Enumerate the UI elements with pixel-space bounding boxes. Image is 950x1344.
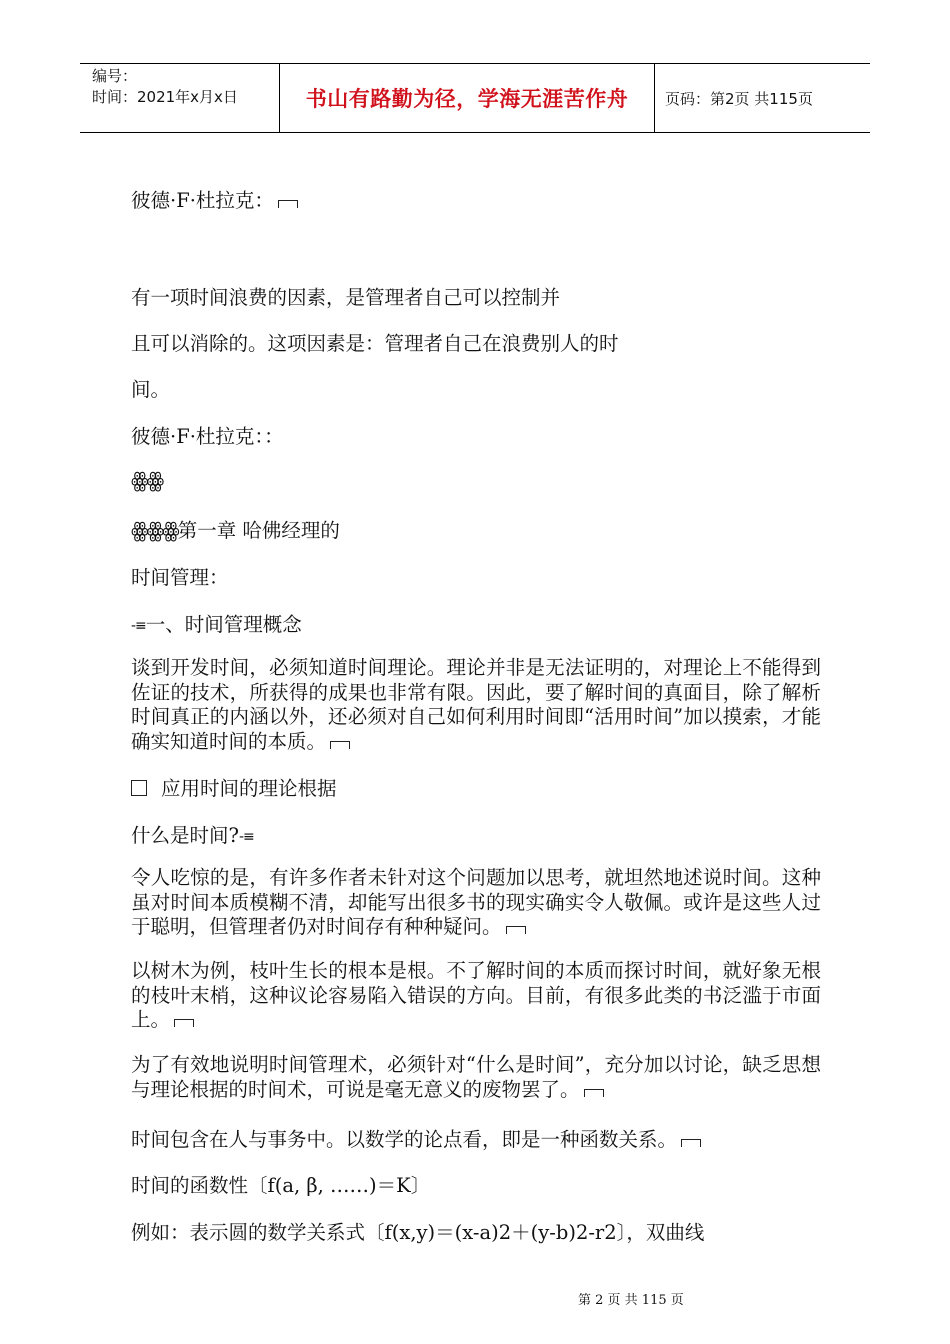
paragraph-5 xyxy=(131,1124,701,1152)
paragraph-mark-icon xyxy=(330,741,350,749)
ornament-icon: ꙮꙮ xyxy=(131,468,163,492)
chapter-title: 第一章 哈佛经理的 xyxy=(177,519,340,542)
paragraph-2 xyxy=(131,866,821,940)
ornament-icon: ꙮꙮꙮ xyxy=(131,518,178,542)
header-page-label: 页码：第2页 共115页 xyxy=(665,89,813,108)
paragraph-3-text: 以树木为例，枝叶生长的根本是根。不了解时间的本质而探讨时间，就好象无根的枝叶末梢，这种议论容易陷入错误的方向。目前，有很多此类的书泛滥于市面上。 xyxy=(131,959,821,1031)
paragraph-mark-icon xyxy=(584,1089,604,1097)
paragraph-6: 时间的函数性〔f(a, β, ……)＝K〕 xyxy=(131,1174,431,1197)
paragraph-2-text: 令人吃惊的是，有许多作者未针对这个问题加以思考，就坦然地述说时间。这种虽对时间本质模糊不清，却能写出很多书的现实确实令人敬佩。或许是这些人过于聪明，但管理者仍对时间存有种种疑问。 xyxy=(131,866,821,938)
header-page-cell xyxy=(655,64,870,132)
attribution-1 xyxy=(131,185,298,213)
attribution-2: 彼德·F·杜拉克：： xyxy=(131,425,284,448)
question-text: 什么是时间? xyxy=(131,824,239,847)
header-motto-cell xyxy=(280,64,655,132)
paragraph-1-text: 谈到开发时间，必须知道时间理论。理论并非是无法证明的，对理论上不能得到佐证的技术，所获得的成果也非常有限。因此，要了解时间的真面目，除了解析时间真正的内涵以外，还必须对自己如何利用时间即“活用时间”加以摸索，才能确实知道时间的本质。 xyxy=(131,656,821,753)
header-meta xyxy=(80,64,280,132)
chapter-heading xyxy=(131,515,340,543)
checkbox-icon xyxy=(131,780,147,796)
paragraph-3 xyxy=(131,959,821,1033)
paragraph-mark-icon xyxy=(506,926,526,934)
header-motto: 书山有路勤为径，学海无涯苦作舟 xyxy=(305,87,629,111)
paragraph-4-text: 为了有效地说明时间管理术，必须针对“什么是时间”，充分加以讨论，缺乏思想与理论根据的时间术，可说是毫无意义的废物罢了。 xyxy=(131,1053,821,1101)
section-mark-icon: -≡ xyxy=(131,618,146,634)
page-footer: 第 2 页 共 115 页 xyxy=(578,1293,684,1308)
time-label: 时间：2021年x月x日 xyxy=(92,88,238,106)
paragraph-1 xyxy=(131,656,821,754)
page-header xyxy=(80,63,870,133)
paragraph-mark-icon xyxy=(278,200,298,208)
ornament-row xyxy=(131,468,162,492)
section-heading xyxy=(131,609,302,637)
paragraph-5-text: 时间包含在人与事务中。以数学的论点看，即是一种函数关系。 xyxy=(131,1128,678,1151)
paragraph-7: 例如：表示圆的数学关系式〔f(x,y)＝(x-a)2＋(y-b)2-r2〕，双曲线 xyxy=(131,1221,705,1244)
question-line xyxy=(131,820,254,848)
paragraph-mark-icon xyxy=(681,1139,701,1147)
number-label: 编号： xyxy=(92,67,138,85)
paragraph-4 xyxy=(131,1053,821,1102)
paragraph-mark-icon xyxy=(174,1019,194,1027)
quote-line-2: 且可以消除的。这项因素是：管理者自己在浪费别人的时 xyxy=(131,332,619,355)
subsection-heading xyxy=(131,773,337,801)
quote-line-3: 间。 xyxy=(131,378,171,401)
section-mark-icon: -≡ xyxy=(238,829,254,845)
quote-line-1: 有一项时间浪费的因素，是管理者自己可以控制并 xyxy=(131,286,561,309)
subsection-title: 应用时间的理论根据 xyxy=(161,777,337,800)
chapter-title-line-2: 时间管理： xyxy=(131,566,229,589)
attribution-1-text: 彼德·F·杜拉克： xyxy=(131,189,274,212)
section-title: 一、时间管理概念 xyxy=(145,613,302,636)
